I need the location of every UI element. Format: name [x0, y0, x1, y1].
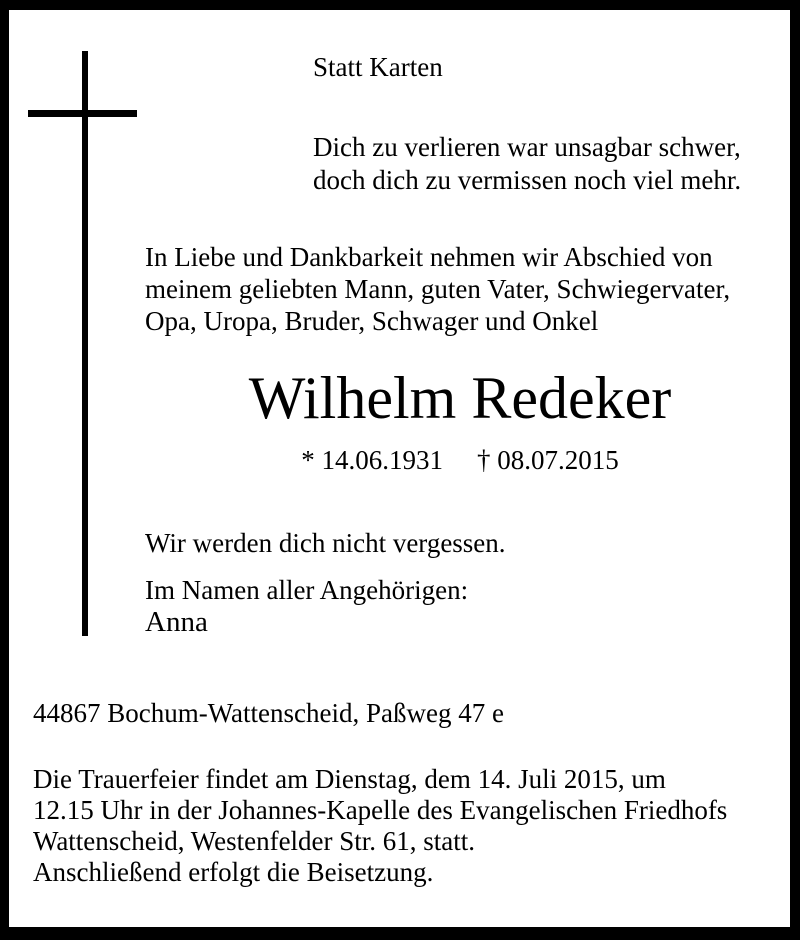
on-behalf-line: Im Namen aller Angehörigen:	[145, 575, 469, 605]
intro-line: Opa, Uropa, Bruder, Schwager und Onkel	[145, 306, 599, 336]
birth-date: * 14.06.1931	[301, 445, 443, 475]
verse-line: doch dich zu vermissen noch viel mehr.	[313, 165, 742, 195]
funeral-details	[33, 764, 727, 888]
death-date: † 08.07.2015	[477, 445, 619, 475]
intro-line: In Liebe und Dankbarkeit nehmen wir Abschied von	[145, 242, 713, 272]
intro-line: meinem geliebten Mann, guten Vater, Schwiegervater,	[145, 274, 731, 304]
mourner-name: Anna	[145, 606, 208, 638]
funeral-line: Anschließend erfolgt die Beisetzung.	[33, 857, 434, 887]
statt-karten-label: Statt Karten	[313, 52, 443, 82]
deceased-name: Wilhelm Redeker	[248, 365, 672, 431]
address-line: 44867 Bochum-Wattenscheid, Paßweg 47 e	[33, 698, 504, 728]
funeral-line: Die Trauerfeier findet am Dienstag, dem 14. Juli 2015, um	[33, 764, 666, 794]
cross-vertical-bar	[82, 51, 88, 636]
memorial-verse	[313, 131, 741, 197]
verse-line: Dich zu verlieren war unsagbar schwer,	[313, 132, 741, 162]
remembrance-line: Wir werden dich nicht vergessen.	[145, 528, 506, 558]
funeral-line: Wattenscheid, Westenfelder Str. 61, statt.	[33, 826, 476, 856]
life-dates	[145, 444, 775, 476]
intro-paragraph	[145, 241, 730, 337]
funeral-line: 12.15 Uhr in der Johannes-Kapelle des Evangelischen Friedhofs	[33, 795, 728, 825]
cross-horizontal-bar	[28, 110, 137, 117]
